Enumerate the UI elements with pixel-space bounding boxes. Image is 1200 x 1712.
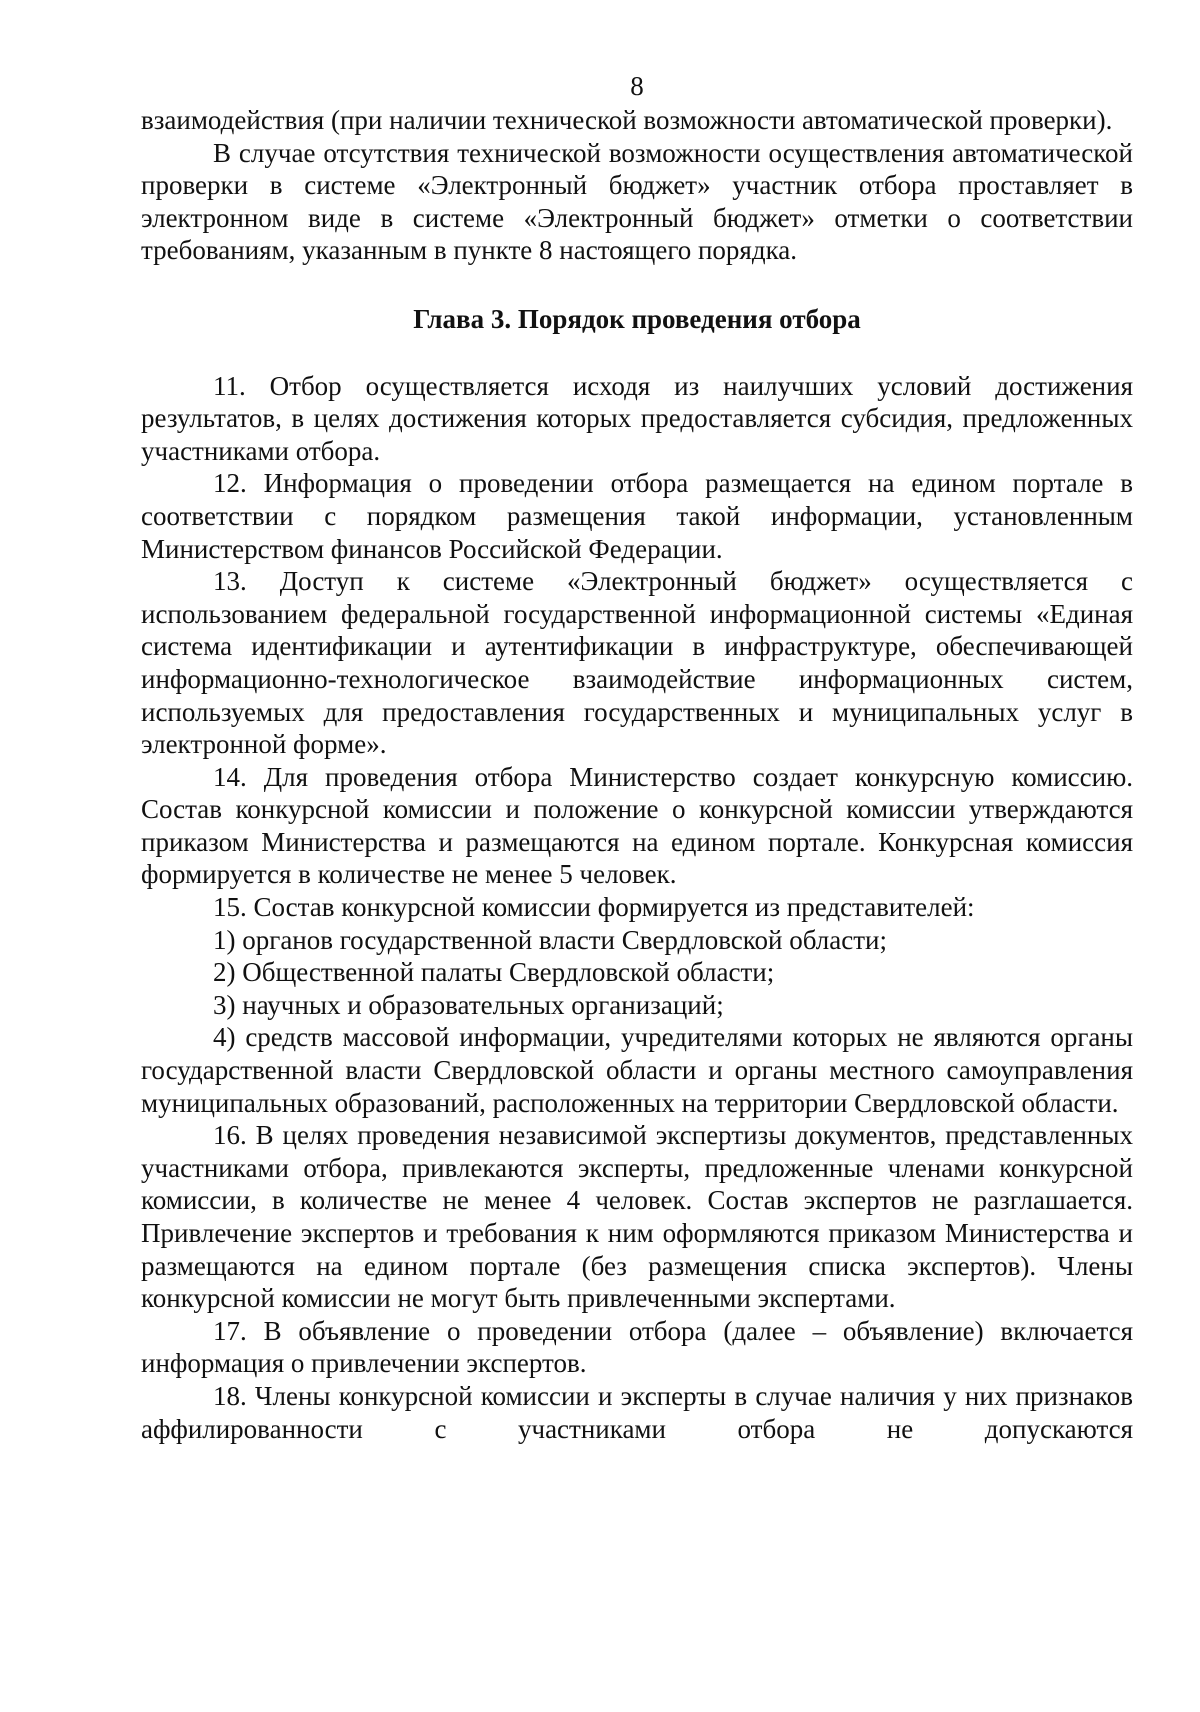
paragraph-15: 15. Состав конкурсной комиссии формируется из представителей:: [213, 892, 975, 923]
paragraph-17: 17. В объявление о проведении отбора (далее – объявление) включается информация о привлечении экспертов.: [141, 1315, 1133, 1379]
document-body: [141, 104, 1133, 1445]
paragraph-12: 12. Информация о проведении отбора размещается на едином портале в соответствии с порядком размещения такой информации, установленным Министерством финансов Российской Федерации.: [141, 468, 1133, 564]
paragraph-16: 16. В целях проведения независимой экспертизы документов, представленных участниками отбора, привлекаются эксперты, предложенные членами конкурсной комиссии, в количестве не менее 4 человек. Состав экспертов не разглашается. Привлечение экспертов и требования к ним оформляются приказом Министерства и размещаются на едином портале (без размещения списка экспертов). Члены конкурсной комиссии не могут быть привлеченными экспертами.: [141, 1120, 1133, 1314]
paragraph-manual-check: В случае отсутствия технической возможности осуществления автоматической проверки в системе «Электронный бюджет» участник отбора проставляет в электронном виде в системе «Электронный бюджет» отметки о соответствии требованиям, указанным в пункте 8 настоящего порядка.: [141, 137, 1133, 266]
paragraph-18: 18. Члены конкурсной комиссии и эксперты в случае наличия у них признаков аффилированности с участниками отбора не допускаются: [141, 1380, 1133, 1444]
chapter-title: Глава 3. Порядок проведения отбора: [413, 303, 861, 334]
list-item-15-4: 4) средств массовой информации, учредителями которых не являются органы государственной власти Свердловской области и органы местного самоуправления муниципальных образований, расположенных на территории Свердловской области.: [141, 1022, 1133, 1118]
paragraph-11: 11. Отбор осуществляется исходя из наилучших условий достижения результатов, в целях достижения которых предоставляется субсидия, предложенных участниками отбора.: [141, 370, 1133, 466]
list-item-15-2: 2) Общественной палаты Свердловской области;: [213, 957, 775, 988]
page-number: 8: [630, 71, 644, 101]
list-item-15-1: 1) органов государственной власти Свердловской области;: [213, 924, 887, 955]
paragraph-continuation: взаимодействия (при наличии технической возможности автоматической проверки).: [141, 105, 1113, 135]
document-page: [141, 70, 1133, 1445]
paragraph-13: 13. Доступ к системе «Электронный бюджет» осуществляется с использованием федеральной государственной информационной системы «Единая система идентификации и аутентификации в инфраструктуре, обеспечивающей информационно-технологическое взаимодействие информационных систем, используемых для предоставления государственных и муниципальных услуг в электронной форме».: [141, 566, 1133, 760]
paragraph-14: 14. Для проведения отбора Министерство создает конкурсную комиссию. Состав конкурсной комиссии и положение о конкурсной комиссии утверждаются приказом Министерства и размещаются на едином портале. Конкурсная комиссия формируется в количестве не менее 5 человек.: [141, 761, 1133, 890]
list-item-15-3: 3) научных и образовательных организаций;: [213, 989, 724, 1020]
